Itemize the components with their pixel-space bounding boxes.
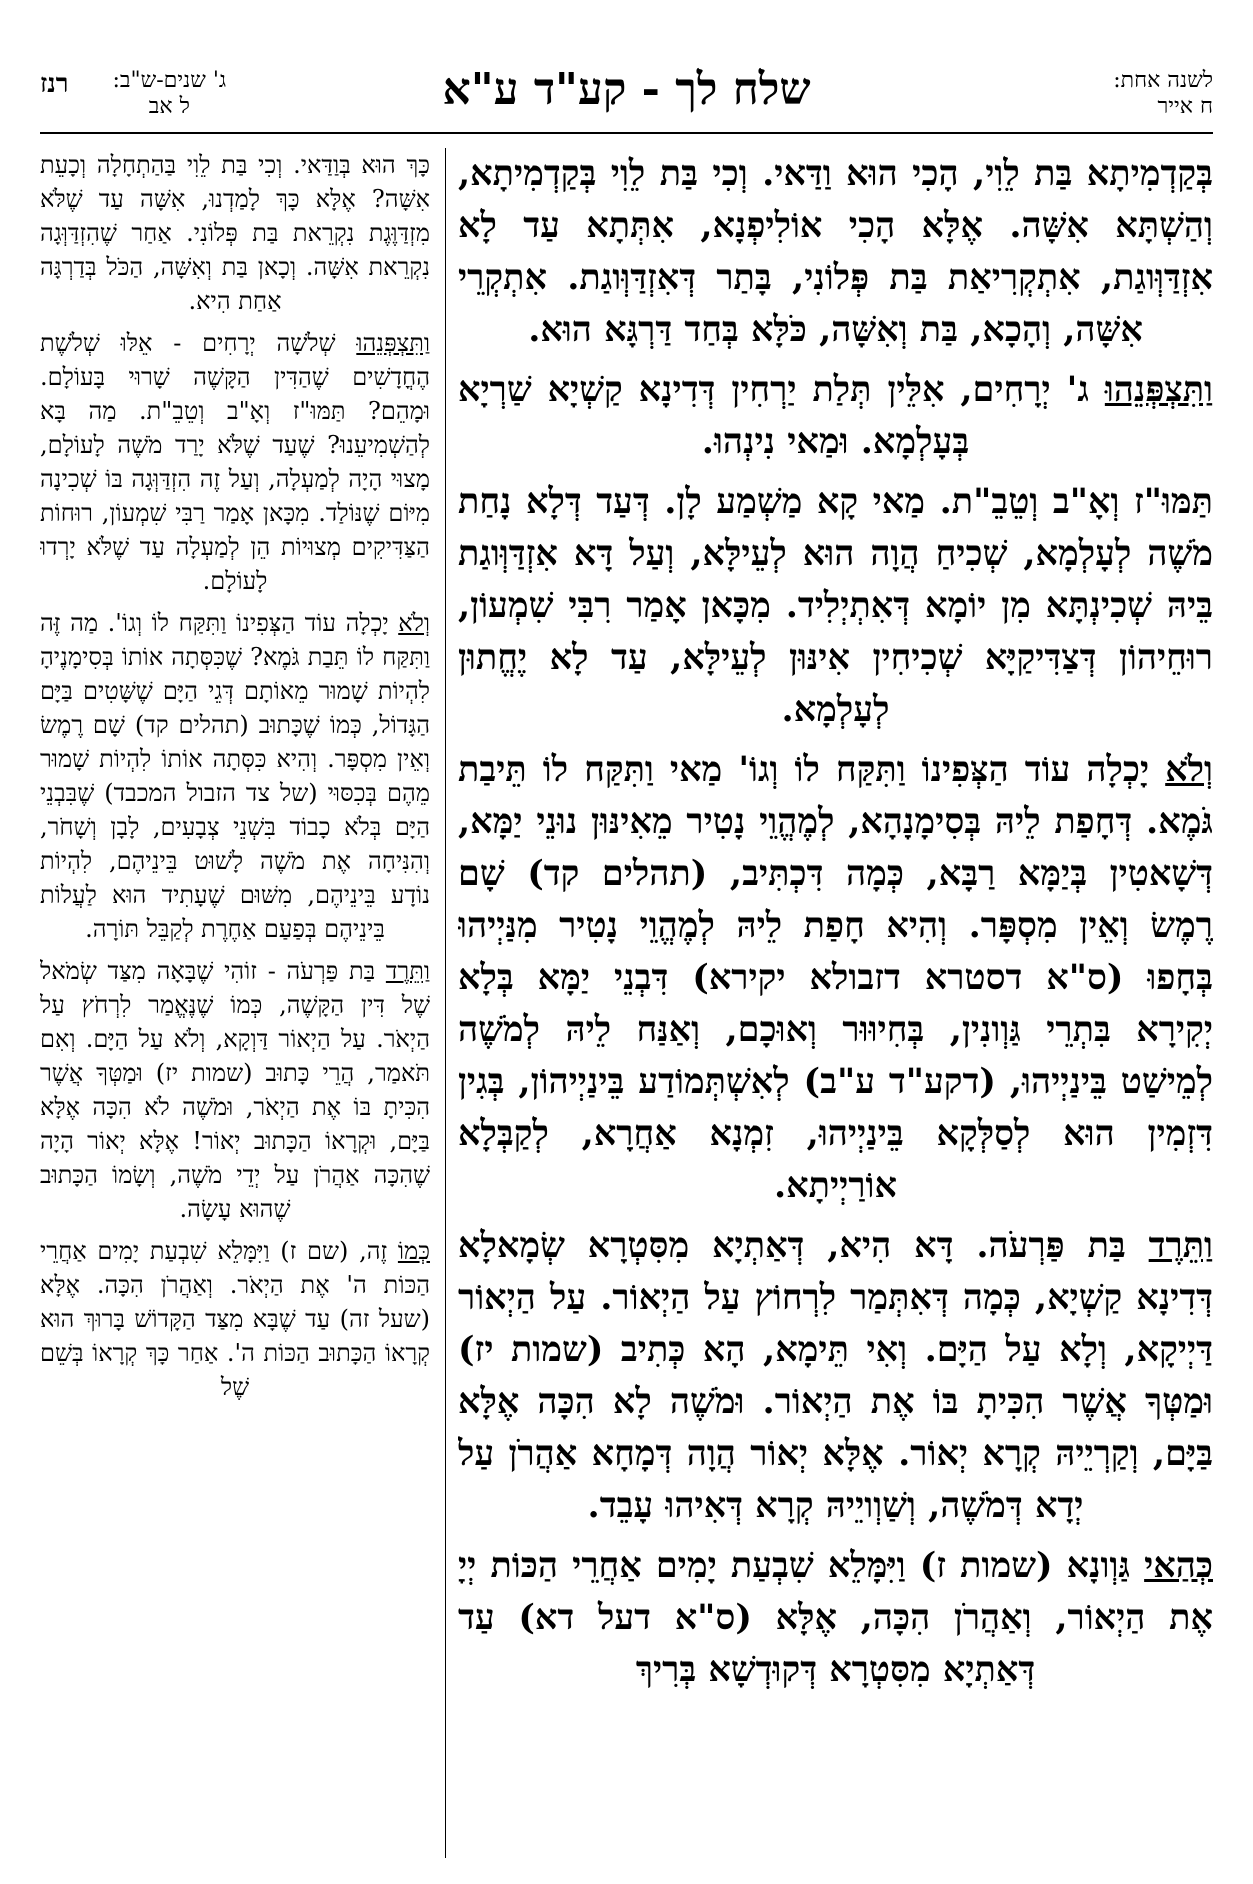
paragraph-opening-word: וַתִּצְפְּנֵהוּ	[356, 329, 430, 357]
paragraph-body: בַּת פַּרְעֹה. דָּא הִיא, דְּאַתְיָא מִסִּטְרָא שְׂמָאלָא דְּדִינָא קַשְׁיָא, כְּמָה דְּאִתְּמַר לִרְחוֹץ עַל הַיְאוֹר. עַל הַיְאוֹר דַּיְיקָא, וְלָא עַל הַיָּם. וְאִי תֵּימָא, הָא כְּתִיב (שמות יז) וּמַטְּךָ אֲשֶׁר הִכִּיתָ בּוֹ אֶת הַיְאוֹר. וּמֹשֶׁה לָא הִכָּה אֶלָּא בַּיָּם, וְקַרְיֵיהּ קְרָא יְאוֹר. אֶלָּא יְאוֹר הֲוָה דְּמָחָא אַהֲרֹן עַל יְדָא דְּמֹשֶׁה, וְשַׁוְויֵיהּ קְרָא דְּאִיהוּ עָבֵד.	[458, 1225, 1213, 1526]
page-header	[40, 58, 1213, 130]
schedule-date: ל אב	[148, 94, 190, 119]
text-paragraph	[458, 364, 1213, 468]
paragraph-body: בַּת פַּרְעֹה - זוֹהִי שֶׁבָּאָה מִצַּד שְׂמֹאל שֶׁל דִּין הַקָּשֶׁה, כְּמוֹ שֶׁנֶּאֱמַר לִרְחֹץ עַל הַיְאֹר. עַל הַיְאוֹר דַּוְקָא, וְלֹא עַל הַיָּם. וְאִם תֹּאמַר, הֲרֵי כָּתוּב (שמות יז) וּמַטְּךָ אֲשֶׁר הִכִּיתָ בּוֹ אֶת הַיְאֹר, וּמֹשֶׁה לֹא הִכָּה אֶלָּא בַּיָּם, וּקְרָאוֹ הַכָּתוּב יְאוֹר! אֶלָּא יְאוֹר הָיָה שֶׁהִכָּה אַהֲרֹן עַל יְדֵי מֹשֶׁה, וְשָׂמוֹ הַכָּתוּב שֶׁהוּא עָשָׂה.	[40, 957, 430, 1223]
paragraph-body: זֶה, (שם ז) וַיִּמָּלֵא שִׁבְעַת יָמִים אַחֲרֵי הַכּוֹת ה' אֶת הַיְאֹר. וְאַהֲרֹן הִכָּה. אֶלָּא (שעל זה) עַד שֶׁבָּא מִצַּד הַקָּדוֹשׁ בָּרוּךְ הוּא קְרָאוֹ הַכָּתוּב הַכּוֹת ה'. אַחַר כָּךְ קְרָאוֹ בְּשֵׁם שֶׁל	[40, 1237, 430, 1401]
text-paragraph	[40, 606, 430, 946]
paragraph-body: כָּךְ הוּא בְּוַדַּאי. וְכִי בַּת לֵוִי בַּהַתְחָלָה וְכָעֵת אִשָּׁה? אֶלָּא כָּךְ לָמַדְנוּ, אִשָּׁה עַד שֶׁלֹּא מִזְדַּוֶּגֶת נִקְרֵאת בַּת פְּלוֹנִי. אַחַר שֶׁהִזְדַּוְּגָה נִקְרֵאת אִשָּׁה. וְכָאן בַּת וְאִשָּׁה, הַכֹּל בְּדַרְגָּה אַחַת הִיא.	[40, 151, 430, 315]
paragraph-body: יָכְלָה עוֹד הַצְּפִינוֹ וַתִּקַּח לוֹ וְגוֹ'. מַה זֶּה וַתִּקַּח לוֹ תֵּבַת גֹּמֶא? שֶׁכִּסְּתָה אוֹתוֹ בְּסִימָנֶיהָ לִהְיוֹת שָׁמוּר מֵאוֹתָם דְּגֵי הַיָּם שֶׁשָּׁטִים בַּיָּם הַגָּדוֹל, כְּמוֹ שֶׁכָּתוּב (תהלים קד) שָׁם רֶמֶשׂ וְאֵין מִסְפָּר. וְהִיא כִּסְּתָה אוֹתוֹ לִהְיוֹת שָׁמוּר מֵהֶם בְּכִסּוּי (של צד הזבול המכבד) שֶׁבִּבְנֵי הַיָּם בְּלֹא כָבוֹד בִּשְׁנֵי צְבָעִים, לָבָן וְשָׁחֹר, וְהִנִּיחָה אֶת מֹשֶׁה לָשׁוּט בֵּינֵיהֶם, לִהְיוֹת נוֹדָע בֵּינֵיהֶם, מִשּׁוּם שֶׁעָתִיד הוּא לַעֲלוֹת בֵּינֵיהֶם בְּפַעַם אַחֶרֶת לְקַבֵּל תּוֹרָה.	[40, 609, 430, 943]
paragraph-body: ג' יְרָחִים, אִלֵּין תְּלַת יַרְחִין דְּדִינָא קַשְׁיָא שַׁרְיָא בְּעָלְמָא. וּמַאי נִינְהוּ.	[458, 369, 1089, 462]
text-paragraph	[458, 1220, 1213, 1532]
text-paragraph	[40, 954, 430, 1226]
text-paragraph	[458, 1540, 1213, 1696]
text-paragraph	[40, 1234, 430, 1404]
paragraph-opening-word: וַתִּצְפְּנֵהוּ	[1104, 369, 1213, 410]
paragraph-opening-word: וְלֹא	[398, 609, 430, 637]
paragraph-body: תַּמּוּ"ז וְאָ"ב וְטֵבֵ"ת. מַאי קָא מַשְׁמַע לָן. דְּעַד דְּלָא נָחַת מֹשֶׁה לְעָלְמָא, שְׁכִיחַ הֲוָה הוּא לְעֵילָּא, וְעַל דָּא אִזְדַּוְּוגַת בֵּיהּ שְׁכִינְתָּא מִן יוֹמָא דְּאִתְיְלִיד. מִכָּאן אָמַר רִבִּי שִׁמְעוֹן, רוּחֵיהוֹן דְּצַדִּיקַיָּא שְׁכִיחִין אִינּוּן לְעֵילָּא, עַד לָא יֶחֱתוּן לְעָלְמָא.	[458, 481, 1213, 730]
text-paragraph	[40, 326, 430, 598]
schedule-date: ח אייר	[1157, 94, 1213, 119]
schedule-label: ג' שנים-ש"ב:	[112, 68, 227, 93]
paragraph-opening-word: כְּהַאי	[1144, 1545, 1213, 1586]
column-divider	[445, 148, 446, 1858]
paragraph-body: גַּוְונָא (שמות ז) וַיִּמָּלֵא שִׁבְעַת יָמִים אַחֲרֵי הַכּוֹת יְיָ אֶת הַיְאוֹר, וְאַהֲרֹן הִכָּה, אֶלָּא (ס"א דעל דא) עַד דְּאַתְיָא מִסִּטְרָא דְּקוּדְשָׁא בְּרִיךְ	[458, 1545, 1213, 1690]
text-paragraph	[458, 744, 1213, 1212]
hebrew-translation-column	[40, 148, 430, 1868]
paragraph-body: בְּקַדְמִיתָא בַּת לֵוִי, הָכִי הוּא וַדַּאי. וְכִי בַּת לֵוִי בְּקַדְמִיתָא, וְהַשְׁתָּא אִשָּׁה. אֶלָּא הָכִי אוֹלִיפְנָא, אִתְּתָא עַד לָא אִזְדַּוְּוגַת, אִתְקְרִיאַת בַּת פְּלוֹנִי, בָּתַר דְּאִזְדַּוְּוגַת. אִתְקְרֵי אִשָּׁה, וְהָכָא, בַּת וְאִשָּׁה, כֹּלָּא בְּחַד דַּרְגָּא הוּא.	[458, 153, 1213, 350]
paragraph-body: יָכְלָה עוֹד הַצְּפִינוֹ וַתִּקַּח לוֹ וְגוֹ' מַאי וַתִּקַּח לוֹ תֵּיבַת גֹּמֶא. דְּחָפַת לֵיהּ בְּסִימָנָהָא, לְמֶהֱוֵי נָטִיר מֵאִינּוּן נוּנֵי יַמָּא, דְּשָׁאטִין בְּיַמָּא רַבָּא, כְּמָה דִּכְתִּיב, (תהלים קד) שָׁם רֶמֶשׂ וְאֵין מִסְפָּר. וְהִיא חָפַת לֵיהּ לְמֶהֱוֵי נָטִיר מִנַּיְיהוּ בְּחָפוּ (ס"א דסטרא דזבולא יקירא) דִּבְנֵי יַמָּא בְּלָא יְקִירָא בִּתְרֵי גַּוְונִין, בְּחִיוּוּר וְאוּכָם, וְאַנַּח לֵיהּ לְמֹשֶׁה לְמֵישַׁט בֵּינַיְיהוּ, (דקע"ד ע"ב) לְאִשְׁתְּמוֹדַע בֵּינַיְיהוֹן, בְּגִין דִּזְמִין הוּא לְסַלְּקָא בֵּינַיְיהוּ, זִמְנָא אַחֲרָא, לְקַבְּלָא אוֹרַיְיתָא.	[458, 749, 1213, 1206]
paragraph-opening-word: וְלֹא	[1165, 749, 1213, 790]
schedule-block	[112, 68, 226, 120]
schedule-label: לשנה אחת:	[1113, 68, 1213, 93]
text-paragraph	[458, 476, 1213, 736]
page-title: שלח לך - קע"ד ע"א	[442, 64, 811, 115]
paragraph-body: שְׁלֹשָׁה יְרָחִים - אֵלּוּ שְׁלֹשֶׁת הֶחֳדָשִׁים שֶׁהַדִּין הַקָּשֶׁה שָׁרוּי בָּעוֹלָם. וּמָהֵם? תַּמּוּ"ז וְאָ"ב וְטֵבֵ"ת. מַה בָּא לְהַשְׁמִיעֵנוּ? שֶׁעַד שֶׁלֹּא יָרַד מֹשֶׁה לָעוֹלָם, מָצוּי הָיָה לְמַעְלָה, וְעַל זֶה הִזְדַּוְּגָה בּוֹ שְׁכִינָה מִיּוֹם שֶׁנּוֹלַד. מִכָּאן אָמַר רַבִּי שִׁמְעוֹן, רוּחוֹת הַצַּדִּיקִים מְצוּיוֹת הֵן לְמַעְלָה עַד שֶׁלֹּא יָרְדוּ לָעוֹלָם.	[40, 329, 430, 595]
paragraph-opening-word: כְּמוֹ	[397, 1237, 430, 1265]
text-paragraph	[458, 148, 1213, 356]
paragraph-opening-word: וַתֵּרֶד	[385, 957, 430, 985]
aramaic-text-column	[458, 148, 1213, 1868]
text-paragraph	[40, 148, 430, 318]
reading-schedule-three-years	[40, 68, 226, 120]
header-divider	[40, 132, 1213, 134]
page-number: רנז	[40, 69, 69, 99]
paragraph-opening-word: וַתֵּרֶד	[1148, 1225, 1213, 1266]
